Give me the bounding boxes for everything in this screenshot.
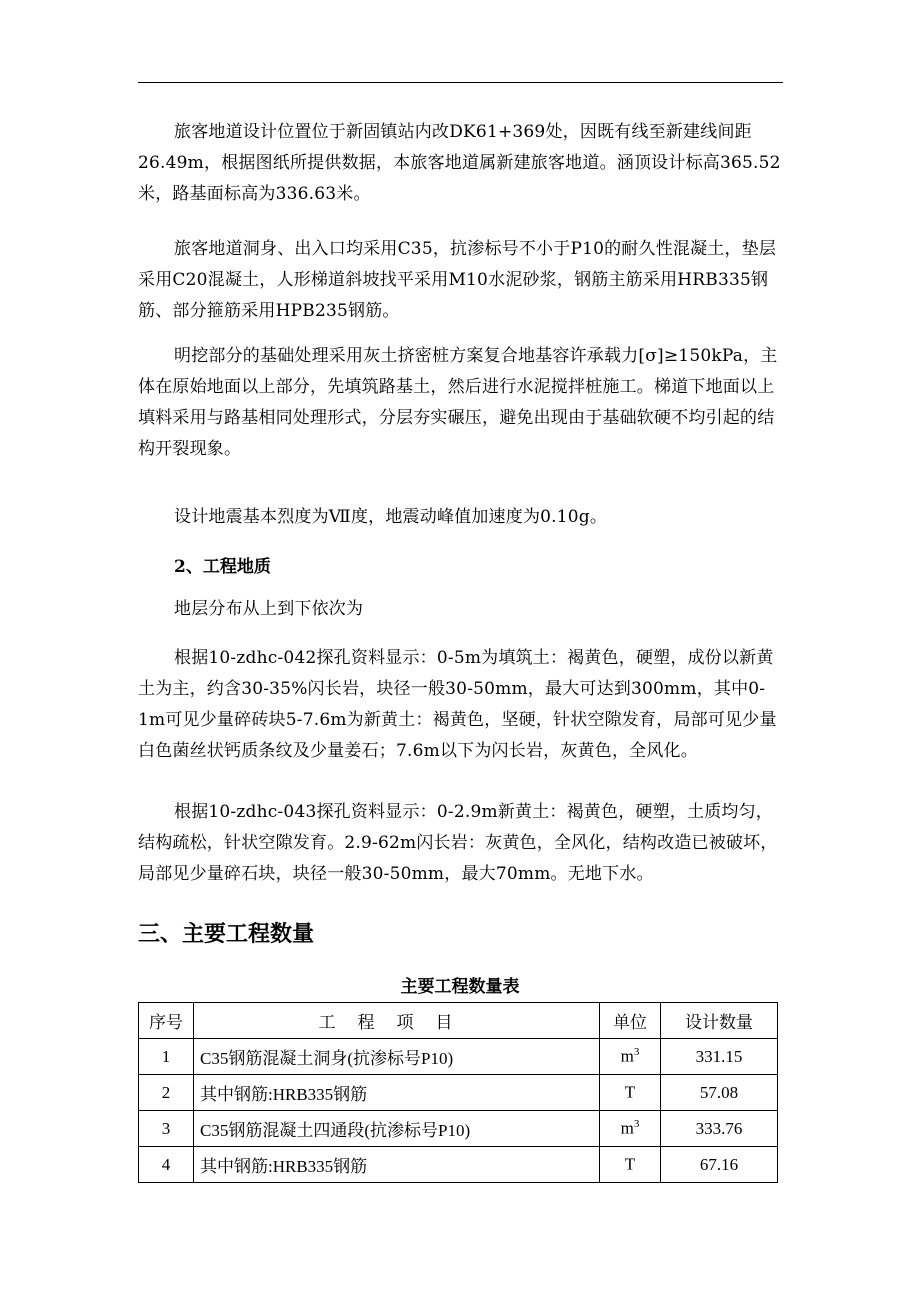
paragraph-location: 旅客地道设计位置位于新固镇站内改DK61+369处，因既有线至新建线间距26.49m，根据图纸所提供数据，本旅客地道属新建旅客地道。涵顶设计标高365.52米，路基面标高为336.63米。: [138, 122, 781, 204]
unit-superscript: 3: [633, 1046, 640, 1059]
table-row: [139, 1147, 778, 1183]
header-qty: 设计数量: [661, 1003, 778, 1039]
paragraph-borehole-042: 根据10-zdhc-042探孔资料显示：0-5m为填筑土：褐黄色，硬塑，成份以新黄土为主，约含30-35%闪长岩，块径一般30-50mm，最大可达到300mm，其中0-1m可见少量碎砖块5-7.6m为新黄土：褐黄色，坚硬，针状空隙发育，局部可见少量白色菌丝状钙质条纹及少量姜石；7.6m以下为闪长岩，灰黄色，全风化。: [138, 648, 777, 761]
table-header-row: [139, 1003, 778, 1039]
row-item: C35钢筋混凝土洞身(抗渗标号P10): [194, 1039, 600, 1075]
section-title-quantities: 三、主要工程数量: [138, 921, 315, 947]
header-unit: 单位: [600, 1003, 661, 1039]
row-item: 其中钢筋:HRB335钢筋: [194, 1075, 600, 1111]
header-no: 序号: [139, 1003, 194, 1039]
heading-geology: 2、工程地质: [174, 557, 271, 577]
row-qty: 331.15: [661, 1039, 778, 1075]
paragraph-foundation: 明挖部分的基础处理采用灰土挤密桩方案复合地基容许承载力[σ]≥150kPa，主体在原始地面以上部分，先填筑路基土，然后进行水泥搅拌桩施工。梯道下地面以上填料采用与路基相同处理形式，分层夯实碾压，避免出现由于基础软硬不均引起的结构开裂现象。: [138, 346, 778, 459]
unit-base: T: [624, 1082, 636, 1102]
unit-base: m: [620, 1118, 634, 1138]
row-item: C35钢筋混凝土四通段(抗渗标号P10): [194, 1111, 600, 1147]
paragraph-strata-intro: 地层分布从上到下依次为: [174, 599, 364, 619]
unit-base: T: [624, 1154, 636, 1174]
row-item: 其中钢筋:HRB335钢筋: [194, 1147, 600, 1183]
unit-base: m: [620, 1046, 634, 1066]
table-body: [139, 1039, 778, 1183]
row-unit: [600, 1039, 661, 1075]
row-no: 4: [139, 1147, 194, 1183]
row-qty: 57.08: [661, 1075, 778, 1111]
paragraph-borehole-043: 根据10-zdhc-043探孔资料显示：0-2.9m新黄土：褐黄色，硬塑，土质均匀，结构疏松，针状空隙发育。2.9-62m闪长岩：灰黄色，全风化，结构改造已被破坏，局部见少量碎石块，块径一般30-50mm，最大70mm。无地下水。: [138, 802, 778, 884]
row-no: 3: [139, 1111, 194, 1147]
header-rule: [138, 82, 783, 83]
unit-superscript: 3: [633, 1118, 640, 1131]
header-item: 工程项目: [194, 1003, 600, 1039]
row-qty: 67.16: [661, 1147, 778, 1183]
row-no: 2: [139, 1075, 194, 1111]
row-unit: [600, 1147, 661, 1183]
row-qty: 333.76: [661, 1111, 778, 1147]
table-row: [139, 1075, 778, 1111]
row-no: 1: [139, 1039, 194, 1075]
table-row: [139, 1039, 778, 1075]
paragraph-seismic: 设计地震基本烈度为Ⅶ度，地震动峰值加速度为0.10g。: [174, 507, 608, 527]
table-caption: 主要工程数量表: [400, 977, 520, 997]
row-unit: [600, 1075, 661, 1111]
paragraph-materials: 旅客地道洞身、出入口均采用C35，抗渗标号不小于P10的耐久性混凝土，垫层采用C20混凝土，人形梯道斜坡找平采用M10水泥砂浆，钢筋主筋采用HRB335钢筋、部分箍筋采用HPB235钢筋。: [138, 239, 777, 321]
table-row: [139, 1111, 778, 1147]
quantities-table: [138, 1002, 778, 1183]
row-unit: [600, 1111, 661, 1147]
